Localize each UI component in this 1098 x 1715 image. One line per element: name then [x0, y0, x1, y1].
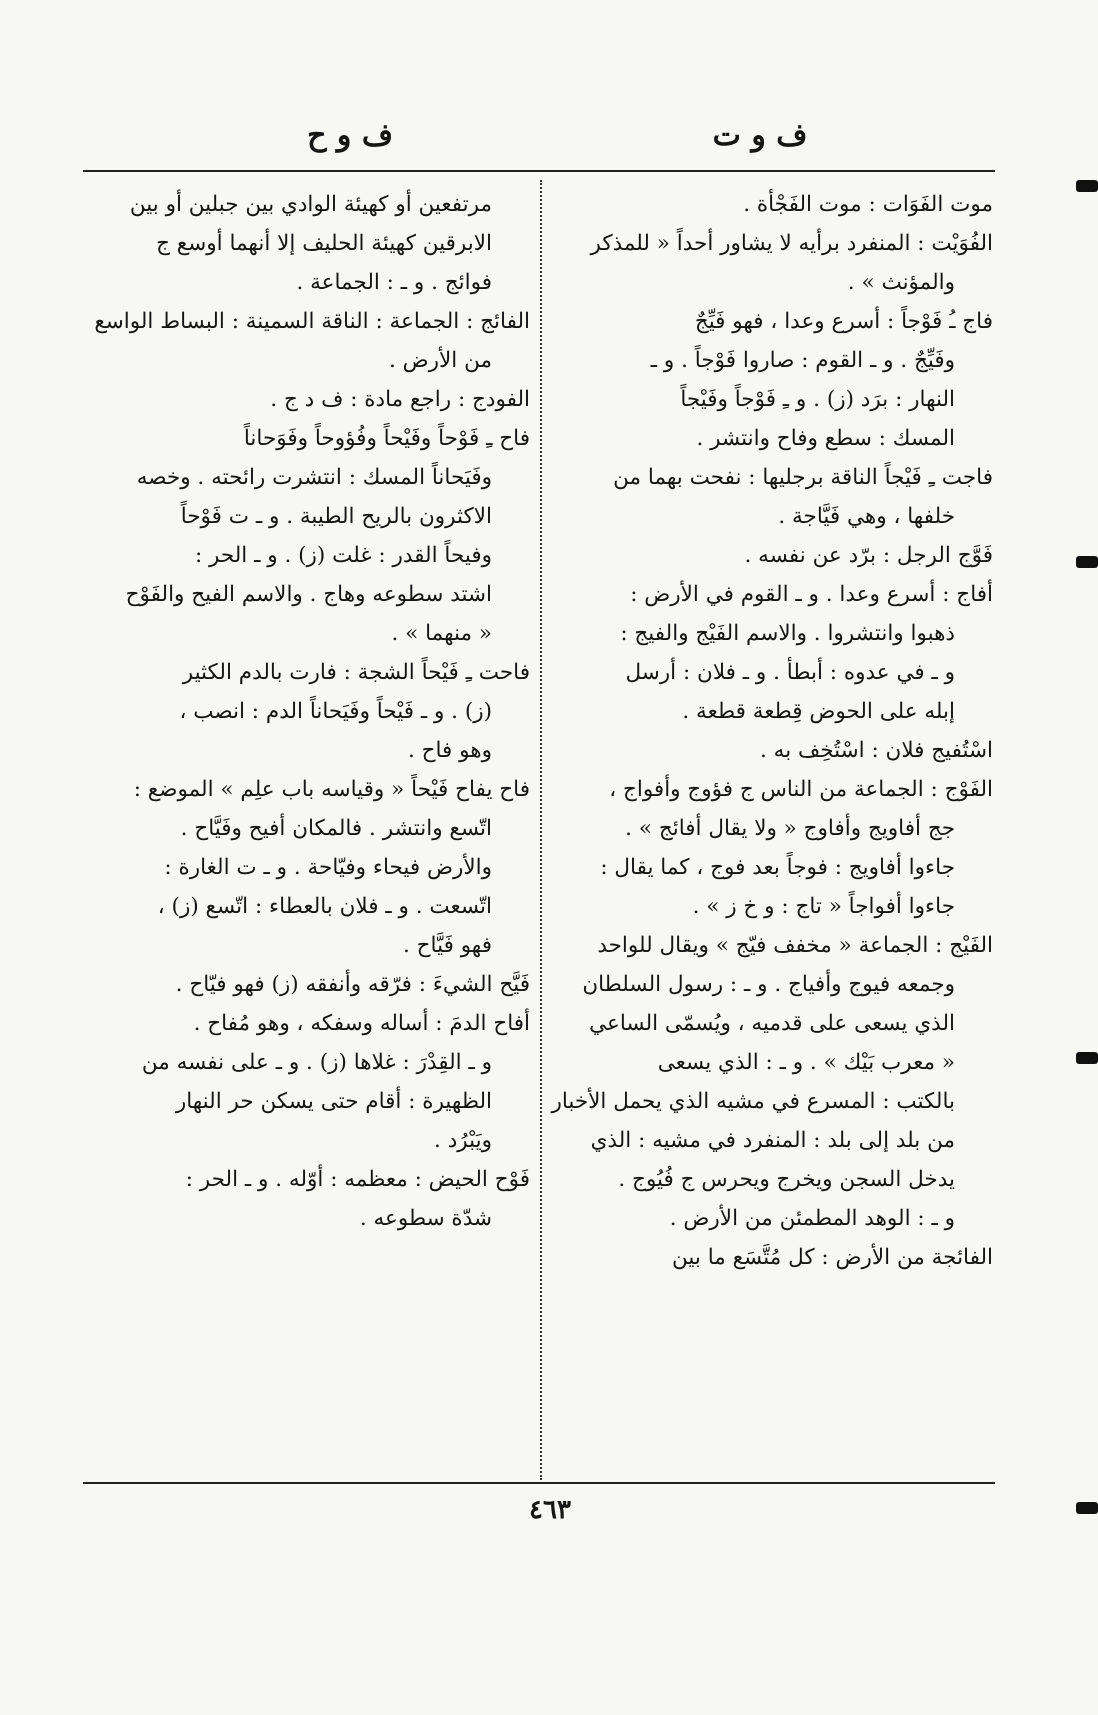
entry-line: وجمعه فيوج وأفياج . و ـ : رسول السلطان: [582, 972, 955, 997]
entry-line: (ز) . و ـ فَيْحاً وفَيَحاناً الدم : انصب ،: [179, 699, 492, 724]
entry-line: الفائجة من الأرض : كل مُتَّسَع ما بين: [672, 1245, 993, 1270]
entry-line: اتّسع وانتشر . فالمكان أفيح وفَيَّاح .: [180, 816, 492, 841]
entry-line: الابرقين كهيئة الحليف إلا أنهما أوسع ج: [156, 231, 492, 256]
entry-line: الفائج : الجماعة : الناقة السمينة : البساط الواسع: [94, 309, 530, 334]
entry-line: و ـ القِدْرَ : غلاها (ز) . و ـ على نفسه من: [141, 1050, 492, 1075]
entry-line: والمؤنث » .: [847, 270, 955, 295]
entry-line: فاحت ـِ فَيْحاً الشجة : فارت بالدم الكثير: [182, 660, 530, 685]
entry-line: « منهما » .: [391, 621, 492, 646]
entry-line: فاح يفاح فَيْحاً « وقياسه باب علِم » الموضع :: [133, 777, 530, 802]
entry-line: فهو فَيَّاح .: [403, 933, 492, 958]
entry-line: مرتفعين أو كهيئة الوادي بين جبلين أو بين: [129, 192, 492, 217]
entry-line: فوائج . و ـ : الجماعة .: [296, 270, 492, 295]
entry-line: الفودج : راجع مادة : ف د ج .: [270, 387, 530, 412]
entry-line: بالكتب : المسرع في مشيه الذي يحمل الأخبار: [551, 1089, 955, 1114]
left-header-root-letters: ف و ح: [307, 118, 393, 153]
entry-line: اتّسعت . و ـ فلان بالعطاء : اتّسع (ز) ،: [157, 894, 492, 919]
left-column: [88, 185, 530, 1238]
entry-line: من الأرض .: [389, 348, 492, 373]
right-header-root-letters: ف و ت: [712, 118, 808, 153]
entry-line: الفُوَيْت : المنفرد برأيه لا يشاور أحداً « للمذكر: [590, 231, 993, 256]
page-number: ٤٦٣: [529, 1495, 571, 1525]
entry-line: المسك : سطع وفاح وانتشر .: [696, 426, 955, 451]
entry-line: فاج ـُ فَوْجاً : أسرع وعدا ، فهو فَيِّجٌ: [694, 309, 993, 334]
right-column: [548, 185, 993, 1277]
entry-line: وهو فاح .: [407, 738, 492, 763]
entry-line: إبله على الحوض قِطعة قطعة .: [682, 699, 955, 724]
entry-line: فَيَّح الشيءَ : فرّقه وأنفقه (ز) فهو فيّاح .: [175, 972, 530, 997]
entry-line: شدّة سطوعه .: [359, 1206, 492, 1231]
entry-line: ذهبوا وانتشروا . والاسم الفَيْج والفيج :: [620, 621, 955, 646]
entry-line: النهار : برَد (ز) . و ـِ فَوْجاً وفَيْجاً: [680, 387, 955, 412]
entry-line: وفيحاً القدر : غلت (ز) . و ـ الحر :: [194, 543, 492, 568]
entry-line: الاكثرون بالريح الطيبة . و ـ ت فَوْحاً: [180, 504, 492, 529]
entry-line: أفاح الدمَ : أساله وسفكه ، وهو مُفاح .: [193, 1011, 530, 1036]
entry-line: جاءوا أفاويج : فوجاً بعد فوج ، كما يقال :: [600, 855, 955, 880]
scan-edge-mark: [1076, 180, 1098, 192]
entry-line: موت الفَوَات : موت الفَجْأة .: [743, 192, 993, 217]
bottom-rule: [83, 1482, 995, 1484]
entry-line: فاح ـِ فَوْحاً وفَيْحاً وفُؤوحاً وفَوَحاناً: [243, 426, 530, 451]
entry-line: « معرب بَيْك » . و ـ : الذي يسعى: [657, 1050, 955, 1075]
scan-edge-mark: [1076, 1502, 1098, 1514]
column-divider: [540, 180, 542, 1480]
entry-line: الفَيْج : الجماعة « مخفف فيّج » ويقال للواحد: [597, 933, 993, 958]
entry-line: يدخل السجن ويخرج ويحرس ج فُيُوج .: [618, 1167, 955, 1192]
entry-line: اسْتُفيج فلان : اسْتُخِف به .: [760, 738, 993, 763]
entry-line: أفاج : أسرع وعدا . و ـ القوم في الأرض :: [630, 582, 993, 607]
entry-line: الظهيرة : أقام حتى يسكن حر النهار: [175, 1089, 492, 1114]
entry-line: الذي يسعى على قدميه ، ويُسمّى الساعي: [589, 1011, 955, 1036]
entry-line: و ـ : الوهد المطمئن من الأرض .: [669, 1206, 955, 1231]
scan-edge-mark: [1076, 556, 1098, 568]
scan-edge-mark: [1076, 1052, 1098, 1064]
top-rule: [83, 170, 995, 172]
entry-line: جاءوا أفواجاً « تاج : و خ ز » .: [692, 894, 955, 919]
entry-line: خلفها ، وهي فَيَّاجة .: [778, 504, 955, 529]
entry-line: جج أفاويج وأفاوج « ولا يقال أفائج » .: [625, 816, 955, 841]
entry-line: فَوْح الحيض : معظمه : أوّله . و ـ الحر :: [185, 1167, 530, 1192]
entry-line: ويَبْرُد .: [434, 1128, 492, 1153]
entry-line: وفَيِّجٌ . و ـ القوم : صاروا فَوْجاً . و ـ: [650, 348, 955, 373]
entry-line: من بلد إلى بلد : المنفرد في مشيه : الذي: [590, 1128, 955, 1153]
entry-line: فاجت ـِ فَيْجاً الناقة برجليها : نفحت بهما من: [613, 465, 993, 490]
entry-line: اشتد سطوعه وهاج . والاسم الفيح والفَوْح: [125, 582, 492, 607]
entry-line: وفَيَحاناً المسك : انتشرت رائحته . وخصه: [136, 465, 492, 490]
entry-line: الفَوْج : الجماعة من الناس ج فؤوج وأفواج ،: [609, 777, 993, 802]
entry-line: فَوَّج الرجل : برّد عن نفسه .: [744, 543, 993, 568]
entry-line: و ـ في عدوه : أبطأ . و ـ فلان : أرسل: [625, 660, 955, 685]
entry-line: والأرض فيحاء وفيّاحة . و ـ ت الغارة :: [164, 855, 492, 880]
